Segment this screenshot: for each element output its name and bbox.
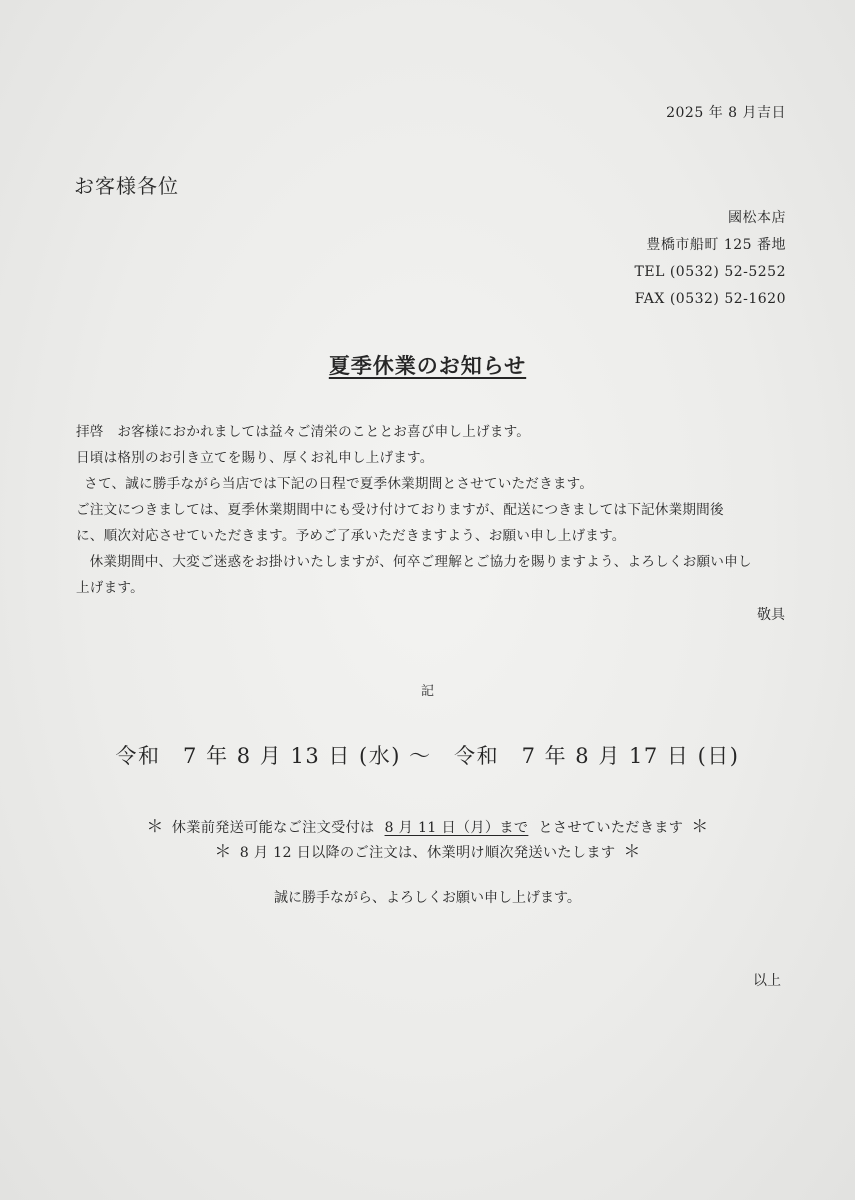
note-after-orders bbox=[0, 837, 855, 862]
document-title-wrap bbox=[0, 350, 855, 380]
request-line: 誠に勝手ながら、よろしくお願い申し上げます。 bbox=[274, 890, 581, 906]
body-line: 休業期間中、大変ご迷惑をお掛けいたしますが、何卒ご理解とご協力を賜りますよう、よろしくお願い申し bbox=[89, 554, 752, 570]
body-line: 日頃は格別のお引き立てを賜り、厚くお礼申し上げます。 bbox=[76, 450, 434, 466]
sender-name: 國松本店 bbox=[728, 210, 786, 226]
ending-ijou: 以上 bbox=[753, 973, 781, 989]
body-text bbox=[76, 419, 792, 601]
body-line: に、順次対応させていただきます。予めご了承いただきますよう、お願い申し上げます。 bbox=[76, 528, 626, 544]
closing-keigu: 敬具 bbox=[757, 607, 785, 623]
document-title: 夏季休業のお知らせ bbox=[328, 353, 527, 378]
body-line: さて、誠に勝手ながら当店では下記の日程で夏季休業期間とさせていただきます。 bbox=[84, 476, 594, 492]
asterisk-icon: ＊ bbox=[146, 817, 164, 837]
sender-fax: FAX (0532) 52-1620 bbox=[634, 291, 786, 307]
body-line: 上げます。 bbox=[76, 580, 144, 596]
sender-address: 豊橋市船町 125 番地 bbox=[646, 237, 786, 253]
sender-tel: TEL (0532) 52-5252 bbox=[634, 264, 786, 280]
note1-deadline: 8 月 11 日（月）まで bbox=[384, 820, 529, 836]
note1-prefix: 休業前発送可能なご注文受付は bbox=[171, 820, 375, 836]
asterisk-icon: ＊ bbox=[214, 842, 232, 862]
sender-block bbox=[635, 205, 786, 313]
asterisk-icon: ＊ bbox=[691, 817, 709, 837]
ki-heading: 記 bbox=[420, 684, 434, 699]
issue-date: 2025 年 8 月吉日 bbox=[666, 105, 786, 121]
addressee: お客様各位 bbox=[74, 174, 179, 198]
note-order-deadline bbox=[0, 812, 855, 837]
note2-text: 8 月 12 日以降のご注文は、休業明け順次発送いたします bbox=[239, 845, 616, 861]
note1-suffix: とさせていただきます bbox=[538, 820, 684, 836]
body-line: ご注文につきましては、夏季休業期間中にも受け付けておりますが、配送につきましては下記休業期間後 bbox=[76, 502, 724, 518]
asterisk-icon: ＊ bbox=[623, 842, 641, 862]
holiday-period: 令和 7 年 8 月 13 日 (水) ～ 令和 7 年 8 月 17 日 (日) bbox=[115, 744, 740, 768]
body-line: 拝啓 お客様におかれましては益々ご清栄のこととお喜び申し上げます。 bbox=[76, 424, 531, 440]
